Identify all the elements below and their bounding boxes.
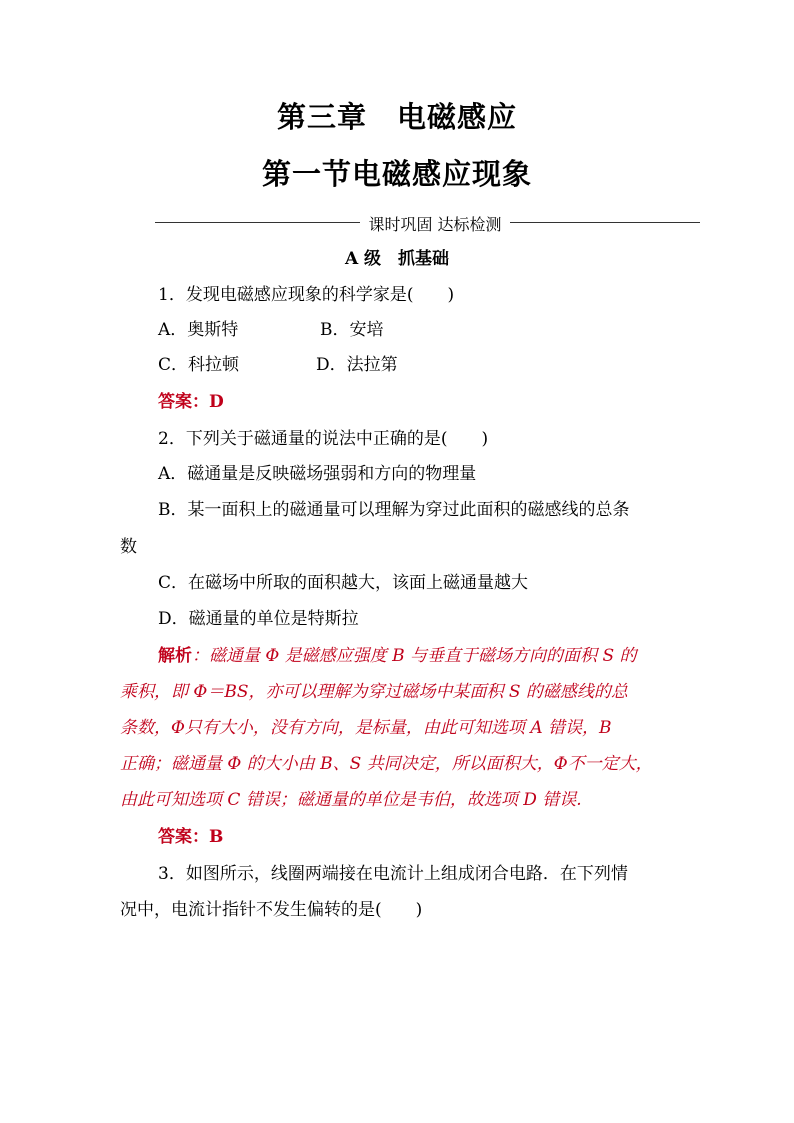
q1-option-c: C．科拉顿	[158, 355, 240, 375]
q2-option-b-line2: 数	[120, 537, 137, 557]
q2-analysis-line-5: 由此可知选项 C 错误；磁通量的单位是韦伯，故选项 D 错误.	[120, 790, 582, 810]
q2-answer	[158, 825, 223, 849]
q1-stem: 1．发现电磁感应现象的科学家是( )	[158, 285, 455, 305]
answer-value: B	[209, 827, 224, 847]
banner-rule-right	[510, 222, 700, 223]
q2-option-d: D．磁通量的单位是特斯拉	[158, 609, 359, 629]
q2-stem: 2．下列关于磁通量的说法中正确的是( )	[158, 429, 489, 449]
answer-value: D	[209, 392, 224, 412]
q1-option-d: D．法拉第	[316, 355, 398, 375]
q3-stem-line-2: 况中，电流计指针不发生偏转的是( )	[120, 900, 423, 920]
q2-option-b-line1: B．某一面积上的磁通量可以理解为穿过此面积的磁感线的总条	[158, 500, 630, 520]
q2-option-c: C．在磁场中所取的面积越大，该面上磁通量越大	[158, 573, 529, 593]
q2-analysis-line-3: 条数，Φ只有大小，没有方向，是标量，由此可知选项 A 错误，B	[120, 718, 612, 738]
section-banner	[155, 212, 700, 232]
q3-stem-line-1: 3．如图所示，线圈两端接在电流计上组成闭合电路．在下列情	[158, 864, 628, 884]
answer-label: 答案：	[158, 827, 209, 847]
banner-text: 课时巩固 达标检测	[368, 215, 502, 234]
analysis-label: 解析	[158, 646, 192, 666]
q2-option-a: A．磁通量是反映磁场强弱和方向的物理量	[158, 464, 477, 484]
q1-option-a: A．奥斯特	[158, 320, 239, 340]
q2-analysis-line-1	[158, 644, 637, 668]
answer-label: 答案：	[158, 392, 209, 412]
section-title: 第一节电磁感应现象	[261, 157, 532, 191]
banner-rule-left	[155, 222, 360, 223]
level-heading: A 级 抓基础	[344, 249, 450, 269]
q2-analysis-line-4: 正确；磁通量 Φ 的大小由 B、S 共同决定，所以面积大，Φ不一定大，	[120, 754, 653, 774]
q1-answer	[158, 390, 224, 414]
q2-analysis-line-2: 乘积，即 Φ＝BS，亦可以理解为穿过磁场中某面积 S 的磁感线的总	[120, 682, 628, 702]
q1-option-b: B．安培	[320, 320, 384, 340]
chapter-title: 第三章 电磁感应	[276, 100, 517, 134]
analysis-text: ：磁通量 Φ 是磁感应强度 B 与垂直于磁场方向的面积 S 的	[192, 646, 637, 666]
